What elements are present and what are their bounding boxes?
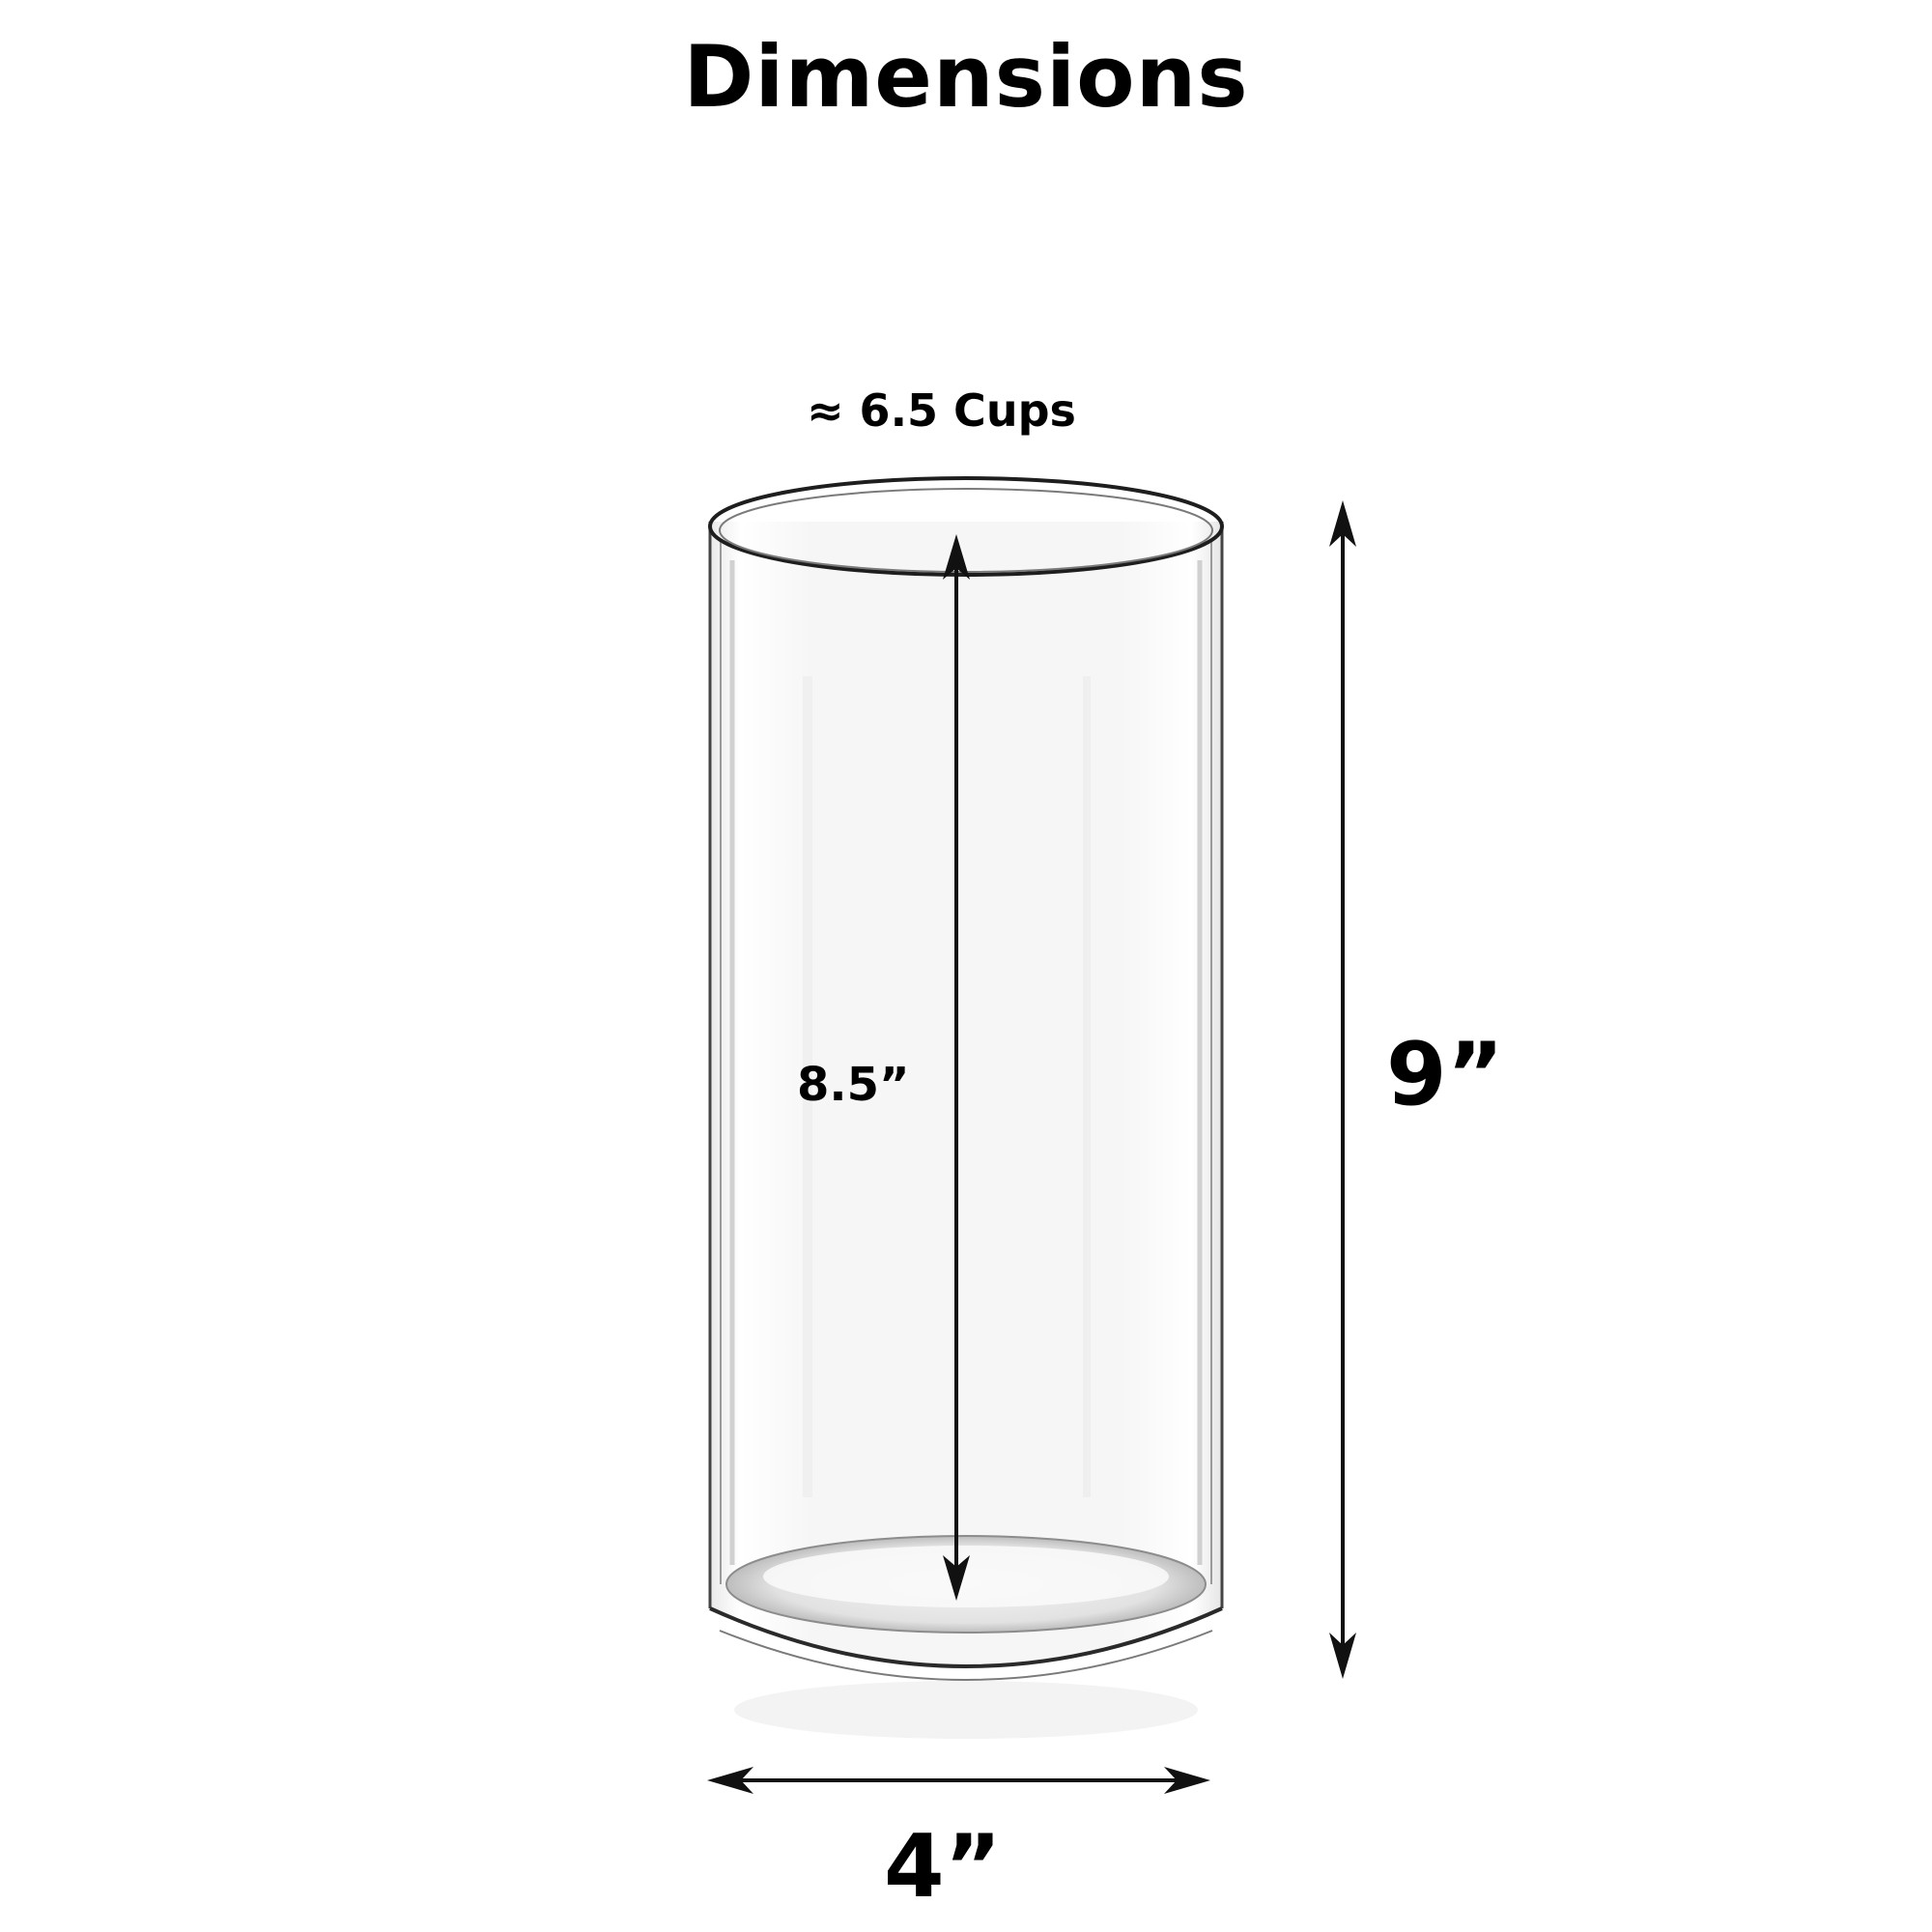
vertical-double-arrow-icon bbox=[1329, 500, 1356, 1679]
capacity-label: ≈ 6.5 Cups bbox=[807, 384, 1076, 437]
inner-height-label: 8.5” bbox=[797, 1058, 910, 1112]
page-title: Dimensions bbox=[683, 27, 1249, 127]
vase-body bbox=[710, 522, 1222, 1669]
horizontal-double-arrow-icon bbox=[707, 1767, 1210, 1794]
width-label: 4” bbox=[884, 1816, 1002, 1918]
glass-vase-icon bbox=[710, 478, 1222, 1739]
outer-height-label: 9” bbox=[1386, 1024, 1504, 1125]
